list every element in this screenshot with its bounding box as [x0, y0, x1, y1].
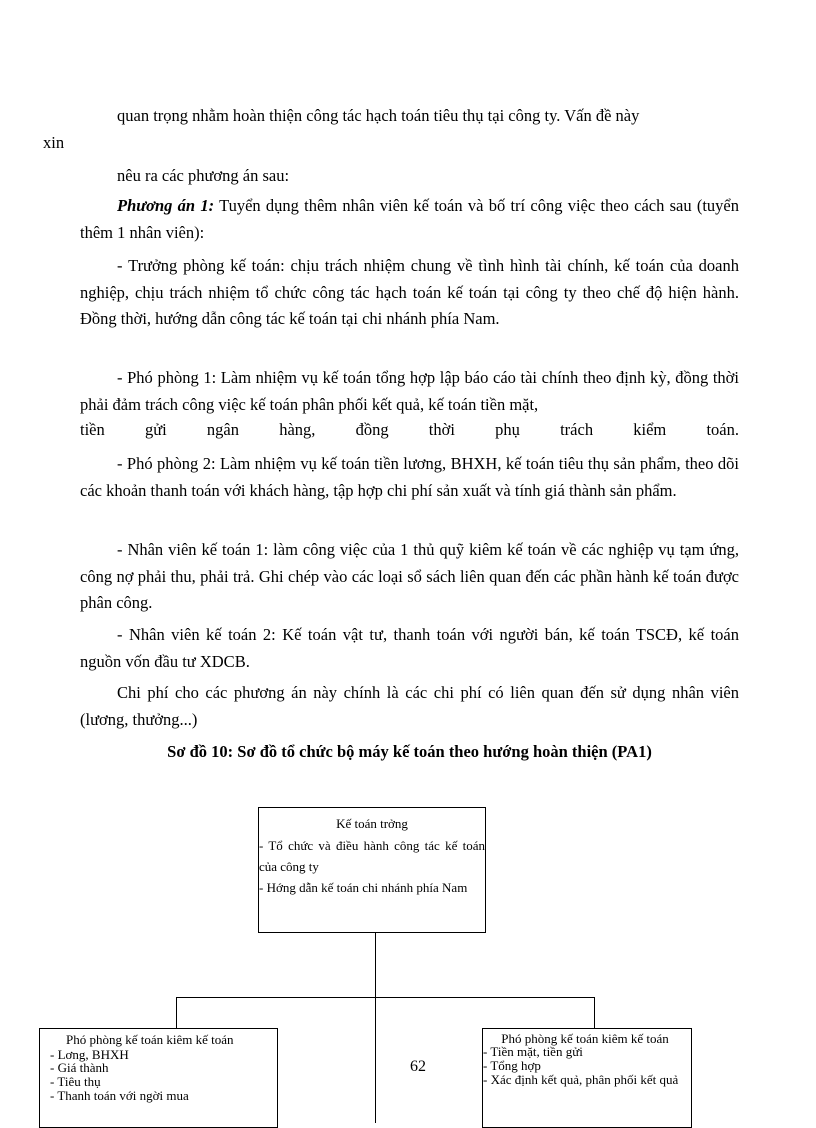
paragraph-deputy-1	[80, 365, 739, 418]
option-1-label: Phương án 1:	[117, 196, 215, 215]
deputy-right-item: - Tổng hợp	[483, 1058, 541, 1073]
paragraph-staff-2: - Nhân viên kế toán 2: Kế toán vật tư, thanh toán với người bán, kế toán TSCĐ, kế toán nguồn vốn đầu tư XDCB.	[80, 625, 739, 671]
paragraph-head-accountant: - Trưởng phòng kế toán: chịu trách nhiệm chung về tình hình tài chính, kế toán của doanh nghiệp, chịu trách nhiệm tổ chức công tác hạch toán kế toán tại công ty theo chế độ hiện hành. Đồng thời, hướng dẫn công tác kế toán tại chi nhánh phía Nam.	[80, 256, 739, 328]
chief-accountant-box	[258, 807, 486, 933]
connector-left	[176, 997, 177, 1028]
deputy-1-text: - Phó phòng 1: Làm nhiệm vụ kế toán tổng hợp lập báo cáo tài chính theo định kỳ, đồng thời phải đảm trách công việc kế toán phân phối kết quả, kế toán tiền mặt,	[80, 368, 739, 414]
deputy-left-item: - Thanh toán với ngời mua	[50, 1088, 189, 1103]
paragraph-intro-line2: xin	[43, 132, 65, 152]
chief-accountant-duty-1: - Tổ chức và điều hành công tác kế toán của công ty	[259, 838, 485, 874]
connector-vertical-main	[375, 932, 376, 1123]
paragraph-intro-line1: quan trọng nhằm hoàn thiện công tác hạch toán tiêu thụ tại công ty. Vấn đề này	[117, 106, 640, 125]
deputy-left-item: - Tiêu thụ	[50, 1074, 101, 1089]
paragraph-deputy-2: - Phó phòng 2: Làm nhiệm vụ kế toán tiền lương, BHXH, kế toán tiêu thụ sản phẩm, theo dõi các khoản thanh toán với khách hàng, tập hợp chi phí sản xuất và tính giá thành sản phẩm.	[80, 454, 739, 500]
paragraph-cost: Chi phí cho các phương án này chính là các chi phí có liên quan đến sử dụng nhân viên (lương, thưởng...)	[80, 683, 739, 729]
diagram-caption: Sơ đồ 10: Sơ đồ tổ chức bộ máy kế toán theo hướng hoàn thiện (PA1)	[167, 742, 652, 761]
option-1-text: Tuyển dụng thêm nhân viên kế toán và bố trí công việc theo cách sau (tuyển thêm 1 nhân viên):	[80, 196, 740, 242]
chief-accountant-duty-2: - Hớng dẫn kế toán chi nhánh phía Nam	[259, 880, 468, 895]
paragraph-staff-1: - Nhân viên kế toán 1: làm công việc của 1 thủ quỹ kiêm kế toán về các nghiệp vụ tạm ứng, công nợ phải thu, phải trả. Ghi chép vào các loại sổ sách liên quan đến các phần hành kế toán được phân công.	[80, 540, 739, 612]
connector-right	[594, 997, 595, 1028]
deputy-left-box	[39, 1028, 278, 1128]
chief-accountant-title: Kế toán trởng	[336, 816, 408, 831]
deputy-right-item: - Xác định kết quả, phân phối kết quả	[483, 1072, 679, 1087]
paragraph-options: nêu ra các phương án sau:	[117, 166, 290, 185]
deputy-left-item: - Lơng, BHXH	[50, 1047, 129, 1062]
deputy-left-item: - Giá thành	[50, 1060, 109, 1075]
page-number: 62	[410, 1058, 426, 1075]
connector-horizontal	[176, 997, 595, 998]
deputy-right-item: - Tiền mặt, tiền gửi	[483, 1044, 583, 1059]
paragraph-option-1	[80, 193, 739, 246]
deputy-right-box	[482, 1028, 692, 1128]
deputy-right-title: Phó phòng kế toán kiêm kế toán	[501, 1031, 669, 1046]
deputy-left-title: Phó phòng kế toán kiêm kế toán	[66, 1032, 234, 1047]
paragraph-deputy-1-cont: tiền gửi ngân hàng, đồng thời phụ trách kiểm toán.	[80, 420, 739, 439]
paragraph-intro	[43, 103, 739, 156]
